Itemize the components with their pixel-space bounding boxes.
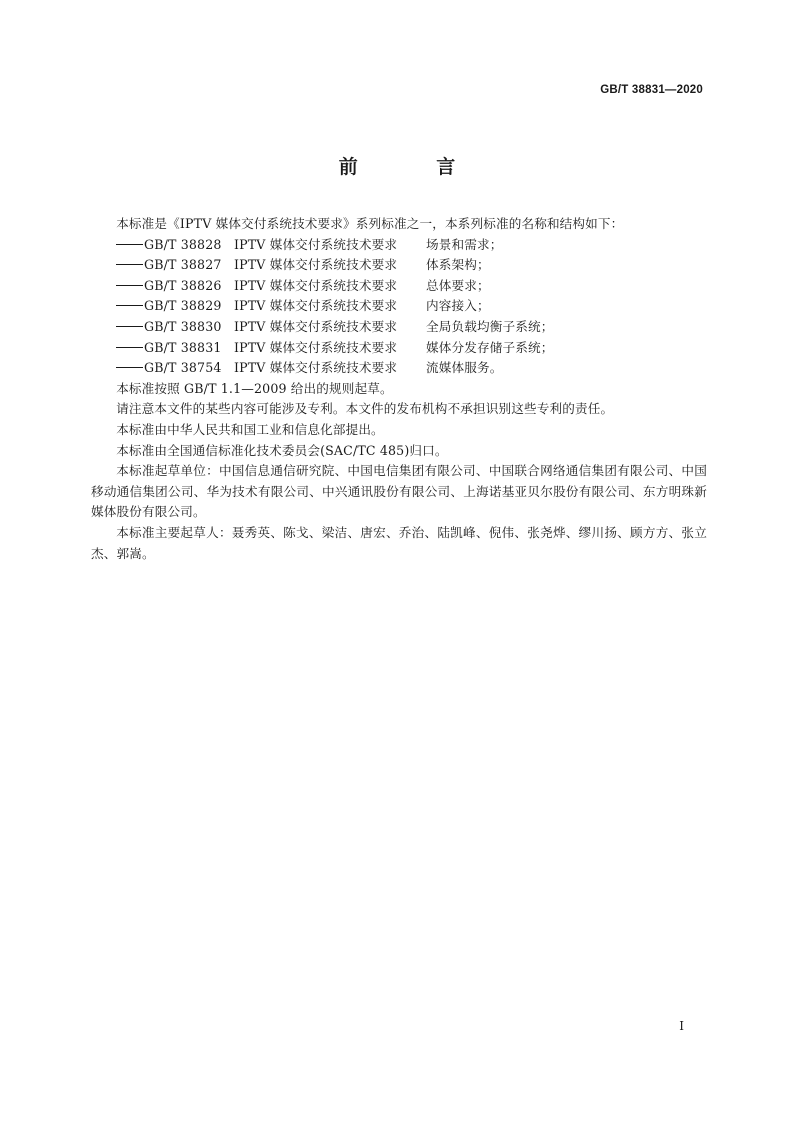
patent-notice-paragraph: 请注意本文件的某些内容可能涉及专利。本文件的发布机构不承担识别这些专利的责任。 — [116, 401, 614, 417]
list-item-series: IPTV 媒体交付系统技术要求 — [234, 339, 398, 355]
list-item-code: GB/T 38831 — [144, 339, 222, 355]
intro-paragraph: 本标准是《IPTV 媒体交付系统技术要求》系列标准之一，本系列标准的名称和结构如下： — [116, 216, 624, 231]
foreword-body — [91, 214, 707, 564]
list-item-series: IPTV 媒体交付系统技术要求 — [234, 277, 398, 293]
list-item-part: 总体要求； — [426, 277, 490, 293]
list-item-code: GB/T 38830 — [144, 318, 222, 334]
series-list — [91, 235, 707, 379]
list-item — [91, 338, 707, 359]
proposed-by-paragraph: 本标准由中华人民共和国工业和信息化部提出。 — [116, 421, 384, 437]
list-item — [91, 358, 707, 379]
list-item — [91, 317, 707, 338]
standard-code: GB/T 38831—2020 — [600, 84, 703, 96]
list-item-part: 内容接入； — [426, 298, 490, 314]
drafting-rules-paragraph: 本标准按照 GB/T 1.1—2009 给出的规则起草。 — [116, 380, 393, 396]
page-number: I — [679, 1019, 684, 1033]
list-item — [91, 255, 707, 276]
list-item-series: IPTV 媒体交付系统技术要求 — [234, 298, 398, 314]
centralized-by-paragraph: 本标准由全国通信标准化技术委员会(SAC/TC 485)归口。 — [116, 442, 448, 458]
list-item-code: GB/T 38828 — [144, 236, 222, 252]
list-item — [91, 296, 707, 317]
dash-mark — [116, 347, 143, 348]
list-item-part: 场景和需求； — [426, 236, 503, 252]
list-item-code: GB/T 38826 — [144, 277, 222, 293]
list-item-code: GB/T 38754 — [144, 360, 222, 376]
list-item-code: GB/T 38827 — [144, 257, 222, 273]
list-item — [91, 235, 707, 256]
page-title: 前 言 — [338, 156, 492, 178]
list-item-series: IPTV 媒体交付系统技术要求 — [234, 236, 398, 252]
dash-mark — [116, 326, 143, 327]
dash-mark — [116, 367, 143, 368]
list-item-series: IPTV 媒体交付系统技术要求 — [234, 360, 398, 376]
drafting-units-paragraph: 本标准起草单位：中国信息通信研究院、中国电信集团有限公司、中国联合网络通信集团有限公司、中国移动通信集团公司、华为技术有限公司、中兴通讯股份有限公司、上海诺基亚贝尔股份有限公司、东方明珠新媒体股份有限公司。 — [91, 463, 707, 520]
list-item-part: 体系架构； — [426, 257, 490, 273]
drafters-paragraph: 本标准主要起草人：聂秀英、陈戈、梁洁、唐宏、乔治、陆凯峰、倪伟、张尧烨、缪川扬、顾方方、张立杰、郭嵩。 — [91, 524, 707, 561]
dash-mark — [116, 244, 143, 245]
list-item — [91, 276, 707, 297]
dash-mark — [116, 305, 143, 306]
list-item-part: 全局负载均衡子系统； — [426, 318, 554, 334]
dash-mark — [116, 285, 143, 286]
list-item-series: IPTV 媒体交付系统技术要求 — [234, 318, 398, 334]
list-item-series: IPTV 媒体交付系统技术要求 — [234, 257, 398, 273]
list-item-part: 媒体分发存储子系统； — [426, 339, 554, 355]
dash-mark — [116, 264, 143, 265]
list-item-code: GB/T 38829 — [144, 298, 222, 314]
list-item-part: 流媒体服务。 — [426, 360, 503, 376]
